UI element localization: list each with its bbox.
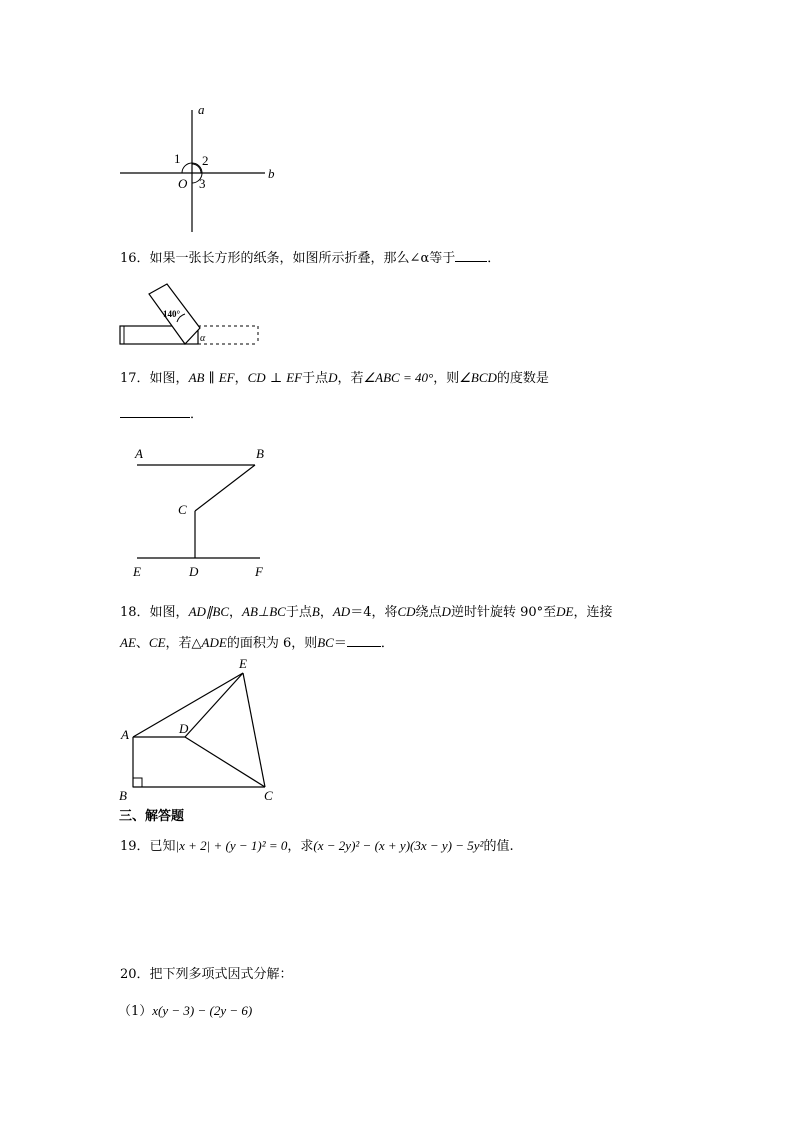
math: AB⊥BC bbox=[242, 604, 286, 619]
question-number: 17． bbox=[120, 371, 150, 386]
text: 于点 bbox=[285, 605, 312, 620]
question-number: 18． bbox=[120, 605, 150, 620]
label-3: 3 bbox=[199, 176, 206, 191]
question-20 bbox=[120, 966, 293, 984]
sub-number: （1） bbox=[118, 1004, 153, 1019]
text: 绕点 bbox=[415, 605, 442, 620]
math: ADE bbox=[201, 635, 227, 650]
period: ． bbox=[380, 636, 394, 651]
label-C: C bbox=[264, 788, 273, 803]
segment-bc bbox=[195, 465, 255, 511]
label-1: 1 bbox=[174, 151, 181, 166]
text: ， bbox=[234, 371, 248, 386]
figure-trapezoid-rotation bbox=[115, 655, 285, 803]
label-B: B bbox=[119, 788, 127, 803]
figure-perpendicular-lines bbox=[110, 100, 290, 235]
question-number: 20． bbox=[120, 967, 150, 982]
question-number: 19． bbox=[120, 839, 150, 854]
math-angle: ∠BCD bbox=[459, 370, 497, 385]
label-A: A bbox=[135, 446, 143, 461]
label-D: D bbox=[189, 564, 199, 579]
text: 的面积为 6，则 bbox=[226, 636, 318, 651]
text: ，若 bbox=[337, 371, 364, 386]
segment-ce bbox=[243, 673, 265, 787]
segment-de bbox=[185, 673, 243, 737]
math-expression: x(y − 3) − (2y − 6) bbox=[152, 1003, 253, 1018]
label-B: B bbox=[256, 446, 264, 461]
answer-blank bbox=[347, 634, 381, 647]
text: ， bbox=[319, 605, 333, 620]
figure-folded-strip bbox=[115, 278, 265, 350]
math: DE bbox=[556, 604, 574, 619]
text: ＝4，将 bbox=[350, 605, 398, 620]
period: ． bbox=[190, 407, 204, 422]
math-expression: (x − 2y)² − (x + y)(3x − y) − 5y² bbox=[313, 838, 484, 853]
answer-blank bbox=[455, 249, 487, 262]
segment-dc bbox=[185, 737, 265, 787]
math: CE bbox=[148, 635, 166, 650]
label-o: O bbox=[178, 176, 188, 191]
math: BC bbox=[317, 635, 334, 650]
text: ＝ bbox=[333, 636, 347, 651]
text: ， bbox=[229, 605, 243, 620]
label-D: D bbox=[179, 721, 189, 736]
text: 逆时针旋转 90°至 bbox=[450, 605, 557, 620]
math-condition: ∠ABC = 40° bbox=[363, 370, 434, 385]
figure-parallel-lines bbox=[125, 443, 280, 583]
math-parallel: ∥ bbox=[204, 371, 219, 386]
text: ，求 bbox=[287, 839, 314, 854]
math-ef: EF bbox=[218, 370, 235, 385]
label-b: b bbox=[268, 166, 275, 181]
math-ef: EF bbox=[286, 370, 303, 385]
math: D bbox=[441, 604, 451, 619]
label-C: C bbox=[178, 502, 187, 517]
answer-blank bbox=[120, 405, 190, 418]
question-18-line-2 bbox=[120, 634, 394, 653]
text: 的值. bbox=[483, 839, 514, 854]
question-number: 16． bbox=[120, 251, 150, 266]
question-17-answer-line bbox=[120, 405, 203, 424]
math-d: D bbox=[328, 370, 338, 385]
angle-arc-2 bbox=[192, 164, 201, 173]
text: ，则 bbox=[433, 371, 460, 386]
math: B bbox=[311, 604, 320, 619]
question-20-part-1 bbox=[118, 1002, 252, 1021]
math-equation: |x + 2| + (y − 1)² = 0 bbox=[175, 838, 288, 853]
text: 已知 bbox=[149, 839, 176, 854]
math: AD∥BC bbox=[188, 604, 230, 619]
label-A: A bbox=[121, 727, 129, 742]
math-cd: CD bbox=[247, 370, 266, 385]
angle-140-label: 140° bbox=[163, 309, 181, 319]
math-ab: AB bbox=[188, 370, 205, 385]
question-text: 把下列多项式因式分解： bbox=[149, 967, 293, 982]
text: 的度数是 bbox=[496, 371, 549, 386]
section-heading: 三、解答题 bbox=[119, 809, 185, 824]
text: ，连接 bbox=[573, 605, 613, 620]
question-16 bbox=[120, 249, 500, 268]
math: CD bbox=[397, 604, 416, 619]
label-E: E bbox=[239, 656, 247, 671]
math: AD bbox=[332, 604, 351, 619]
text: 如图， bbox=[149, 605, 189, 620]
alpha-label: α bbox=[200, 333, 206, 344]
right-angle-mark bbox=[133, 778, 142, 787]
question-18-line-1 bbox=[120, 603, 612, 622]
label-2: 2 bbox=[202, 153, 209, 168]
question-17 bbox=[120, 369, 549, 388]
text: 如图， bbox=[149, 371, 189, 386]
period: ． bbox=[487, 251, 501, 266]
math: AE bbox=[120, 635, 136, 650]
text: 于点 bbox=[302, 371, 329, 386]
question-text: 如果一张长方形的纸条，如图所示折叠，那么∠α等于 bbox=[149, 251, 456, 266]
text: 、 bbox=[135, 636, 149, 651]
question-19 bbox=[120, 837, 514, 856]
text: ，若△ bbox=[165, 636, 202, 651]
label-a: a bbox=[198, 102, 205, 117]
label-F: F bbox=[255, 564, 263, 579]
math-perp: ⊥ bbox=[265, 371, 287, 386]
label-E: E bbox=[133, 564, 141, 579]
